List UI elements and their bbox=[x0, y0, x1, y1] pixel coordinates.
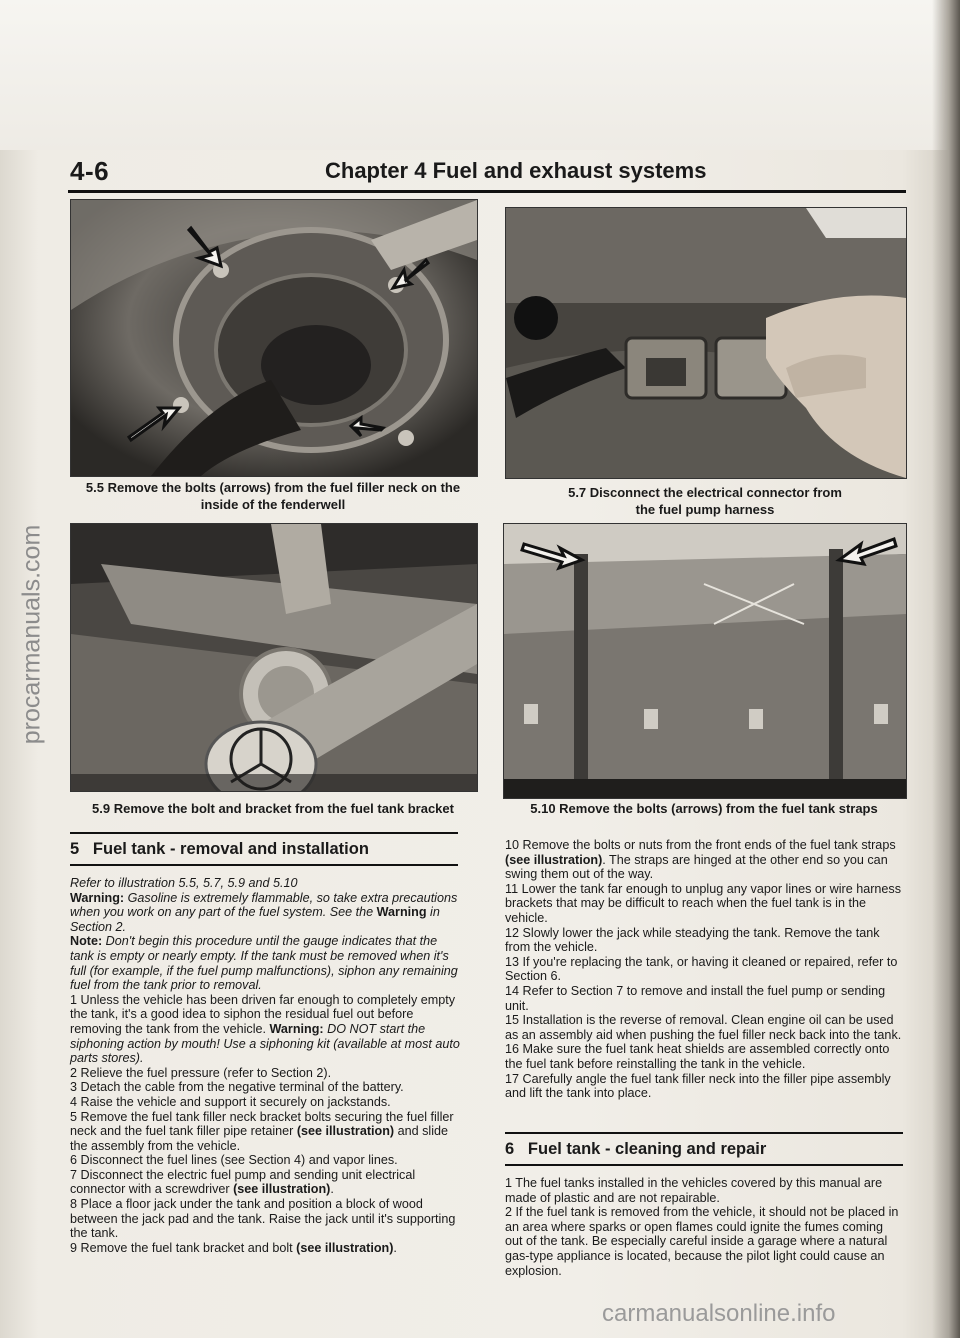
section6-step-1: 1 The fuel tanks installed in the vehicles covered by this manual are made of plastic and are not repairable. bbox=[505, 1176, 883, 1205]
section6-bottom-rule bbox=[505, 1164, 903, 1166]
bottom-watermark: carmanualsonline.info bbox=[602, 1300, 836, 1327]
section5-heading: 5 Fuel tank - removal and installation bbox=[70, 840, 369, 858]
photo-5-9 bbox=[70, 523, 478, 792]
left-column-text bbox=[70, 876, 460, 1255]
caption-5-7: 5.7 Disconnect the electrical connector from the fuel pump harness bbox=[568, 485, 842, 517]
step-11: 11 Lower the tank far enough to unplug any vapor lines or wire harness brackets that may be difficult to reach when the fuel tank is in the vehicle. bbox=[505, 881, 902, 925]
step-15: 15 Installation is the reverse of removal. Clean engine oil can be used as an assembly aid when pushing the fuel filler neck back into the tank. bbox=[505, 1013, 902, 1042]
caption-5-10: 5.10 Remove the bolts (arrows) from the fuel tank straps bbox=[530, 801, 878, 816]
caption-5-9: 5.9 Remove the bolt and bracket from the fuel tank bracket bbox=[92, 801, 454, 816]
photo-5-5 bbox=[70, 199, 478, 477]
page-binding-edge bbox=[932, 0, 960, 1338]
step-17: 17 Carefully angle the fuel tank filler neck into the filler pipe assembly and lift the tank into place. bbox=[505, 1071, 891, 1101]
section6-top-rule bbox=[505, 1132, 903, 1134]
step-7: 7 Disconnect the electric fuel pump and sending unit electrical connector with a screwdriver (see illustration). bbox=[70, 1167, 416, 1197]
fuel-tank-bracket-photo bbox=[71, 524, 477, 791]
step-4: 4 Raise the vehicle and support it securely on jackstands. bbox=[70, 1094, 391, 1109]
photo-5-7 bbox=[505, 207, 907, 479]
step-14: 14 Refer to Section 7 to remove and install the fuel pump or sending unit. bbox=[505, 983, 886, 1013]
page-top-margin bbox=[0, 0, 960, 150]
page-number: 4-6 bbox=[70, 156, 110, 186]
step-1: 1 Unless the vehicle has been driven far enough to completely empty the tank, it's a good idea to siphon the residual fuel out before removing the tank from the vehicle. Warning: DO NOT start the siphoning action by mouth! Use a siphoning kit (available at most auto parts stores). bbox=[70, 992, 460, 1066]
step-8: 8 Place a floor jack under the tank and position a block of wood between the jack pad and the tank. Raise the jack until it's supporting the tank. bbox=[70, 1197, 456, 1241]
note-paragraph: Note: Don't begin this procedure until the gauge indicates that the tank is empty or nearly empty. If the tank must be removed when it's full (for example, if the fuel pump malfunctions), siphon any remaining fuel from the tank prior to removal. bbox=[70, 934, 458, 993]
step-3: 3 Detach the cable from the negative terminal of the battery. bbox=[70, 1080, 404, 1095]
step-6: 6 Disconnect the fuel lines (see Section 4) and vapor lines. bbox=[70, 1153, 398, 1168]
warning-paragraph: Warning: Gasoline is extremely flammable, so take extra precautions when you work on any part of the fuel system. See the Warning in Section 2. bbox=[70, 890, 458, 934]
illustration-reference: Refer to illustration 5.5, 5.7, 5.9 and 5.10 bbox=[70, 876, 298, 890]
header-rule bbox=[68, 190, 906, 193]
step-2: 2 Relieve the fuel pressure (refer to Section 2). bbox=[70, 1065, 332, 1080]
chapter-title: Chapter 4 Fuel and exhaust systems bbox=[325, 158, 707, 183]
section5-bottom-rule bbox=[70, 864, 458, 866]
step-13: 13 If you're replacing the tank, or having it cleaned or repaired, refer to Section 6. bbox=[505, 954, 898, 984]
right-column-text bbox=[505, 838, 903, 1101]
section6-text bbox=[505, 1176, 903, 1278]
fuel-tank-straps-photo bbox=[504, 524, 906, 798]
step-12: 12 Slowly lower the jack while steadying the tank. Remove the tank from the vehicle. bbox=[505, 925, 880, 955]
step-5: 5 Remove the fuel tank filler neck bracket bolts securing the fuel filler neck and the fuel tank filler pipe retainer (see illustration) and slide the assembly from the vehicle. bbox=[70, 1109, 454, 1153]
step-10: 10 Remove the bolts or nuts from the front ends of the fuel tank straps (see illustration). The straps are hinged at the other end so you can swing them out of the way. bbox=[505, 838, 896, 882]
step-16: 16 Make sure the fuel tank heat shields are assembled correctly onto the fuel tank before reinstalling the tank in the vehicle. bbox=[505, 1042, 890, 1071]
side-watermark: procarmanuals.com bbox=[17, 524, 46, 745]
section6-heading: 6 Fuel tank - cleaning and repair bbox=[505, 1140, 767, 1158]
photo-5-10 bbox=[503, 523, 907, 799]
fuel-filler-neck-photo bbox=[71, 200, 477, 476]
section5-top-rule bbox=[70, 832, 458, 834]
section6-step-2: 2 If the fuel tank is removed from the vehicle, it should not be placed in an area where sparks or open flames could ignite the fumes coming out of the tank. Be especially careful inside a garage where a natural gas-type appliance is located, because the pilot light could cause an explosion. bbox=[505, 1205, 899, 1278]
caption-5-5: 5.5 Remove the bolts (arrows) from the fuel filler neck on the inside of the fenderwell bbox=[85, 480, 461, 512]
page-header bbox=[70, 156, 900, 188]
electrical-connector-photo bbox=[506, 208, 906, 478]
step-9: 9 Remove the fuel tank bracket and bolt (see illustration). bbox=[70, 1240, 397, 1255]
